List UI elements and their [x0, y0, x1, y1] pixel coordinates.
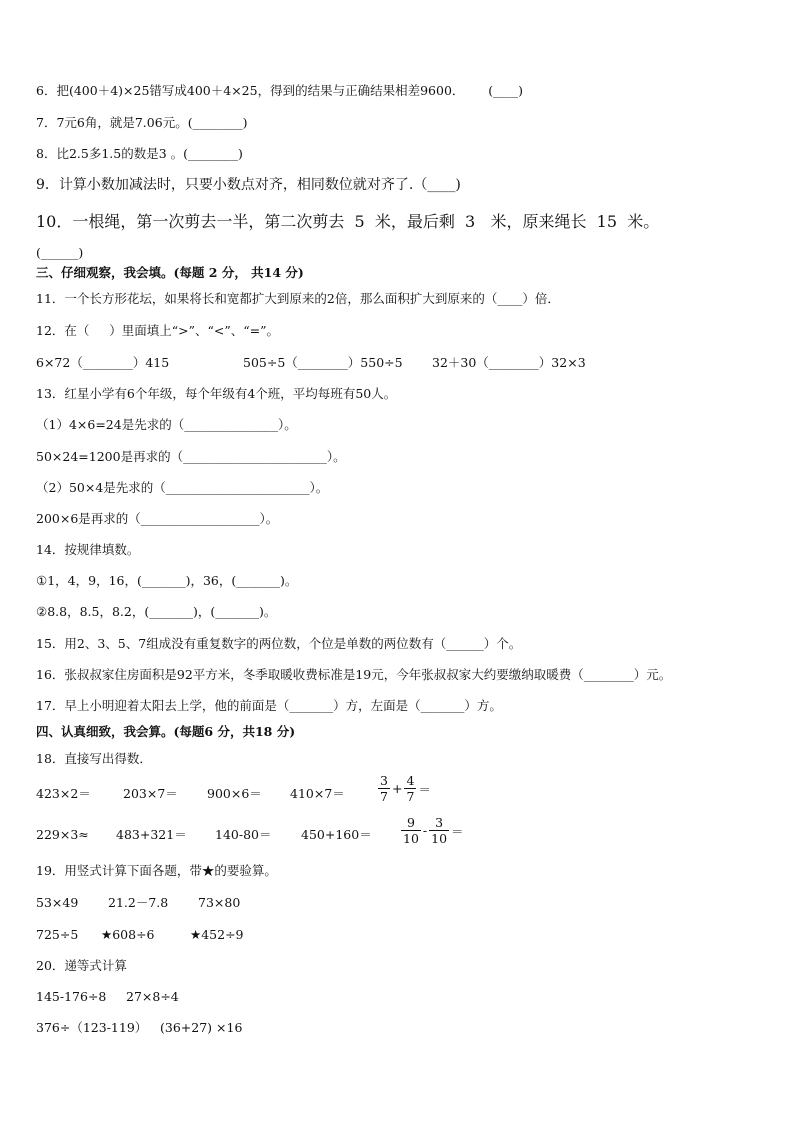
question-13-part-1b: 50×24=1200是再求的（_______________________）。 — [36, 449, 346, 464]
question-11: 11．一个长方形花坛，如果将长和宽都扩大到原来的2倍，那么面积扩大到原来的（____）倍． — [36, 291, 560, 306]
fraction-operator: + — [391, 781, 403, 796]
fraction-equals: ＝ — [418, 781, 431, 797]
q20-row2-item-2: (36+27) ×16 — [160, 1020, 243, 1035]
question-15: 15．用2、3、5、7组成没有重复数字的两位数，个位是单数的两位数有（______）个。 — [36, 636, 522, 651]
question-18: 18．直接写出得数． — [36, 751, 152, 766]
question-16: 16．张叔叔家住房面积是92平方米，冬季取暖收费标准是19元，今年张叔叔家大约要缴纳取暖费（________）元。 — [36, 667, 672, 682]
q18-row1-item-4: 410×7＝ — [290, 786, 345, 801]
question-12: 12．在（ ）里面填上“>”、“<”、“=”。 — [36, 323, 280, 338]
question-17: 17．早上小明迎着太阳去上学，他的前面是（_______）方，左面是（_______）方。 — [36, 698, 502, 713]
q18-row1-item-1: 423×2＝ — [36, 786, 91, 801]
question-14-part-2: ②8.8，8.5，8.2，(_______)，(_______)。 — [36, 604, 277, 619]
fraction-operator: - — [422, 823, 428, 838]
question-12-item-1: 6×72（________）415 — [36, 355, 170, 370]
q19-row2-item-1: 725÷5 — [36, 927, 79, 942]
question-19: 19．用竖式计算下面各题，带★的要验算。 — [36, 863, 277, 878]
section-4-title: 四、认真细致，我会算。(每题6 分，共18 分) — [36, 724, 296, 739]
q19-row1-item-2: 21.2－7.8 — [108, 895, 169, 910]
q19-row2-item-3: ★452÷9 — [190, 927, 244, 942]
question-14-part-1: ①1，4，9，16，(_______)，36，(_______)。 — [36, 573, 298, 588]
question-12-item-3: 32＋30（________）32×3 — [432, 355, 586, 370]
q18-row2-item-3: 140-80＝ — [215, 827, 272, 842]
question-20: 20．递等式计算 — [36, 958, 127, 973]
question-9: 9．计算小数加减法时，只要小数点对齐，相同数位就对齐了.（____) — [36, 177, 461, 193]
q19-row1-item-1: 53×49 — [36, 895, 79, 910]
q19-row2-item-2: ★608÷6 — [101, 927, 155, 942]
question-13: 13．红星小学有6个年级，每个年级有4个班，平均每班有50人。 — [36, 386, 397, 401]
q20-row1-item-1: 145-176÷8 — [36, 989, 107, 1004]
q18-row1-item-3: 900×6＝ — [207, 786, 262, 801]
fraction-a: 9 10 — [403, 815, 419, 846]
q20-row1-item-2: 27×8÷4 — [126, 989, 179, 1004]
q18-row2-item-2: 483+321＝ — [116, 827, 187, 842]
question-12-item-2: 505÷5（________）550÷5 — [243, 355, 403, 370]
q18-row1-item-2: 203×7＝ — [123, 786, 178, 801]
fraction-equals: ＝ — [451, 823, 464, 839]
q18-fraction-1 — [377, 773, 432, 804]
q20-row2-item-1: 376÷（123-119） — [36, 1020, 148, 1035]
question-7: 7．7元6角，就是7.06元。(________) — [36, 115, 248, 130]
q18-row2-item-4: 450+160＝ — [301, 827, 372, 842]
question-8: 8．比2.5多1.5的数是3 。(________) — [36, 146, 243, 161]
question-10: 10．一根绳，第一次剪去一半，第二次剪去 5 米，最后剩 3 米，原来绳长 15 米。 — [36, 212, 660, 231]
fraction-b: $\frac{4}{7}$ — [406, 773, 415, 804]
question-13-part-2b: 200×6是再求的（___________________）。 — [36, 511, 279, 526]
question-13-part-2a: （2）50×4是先求的（_______________________）。 — [36, 480, 329, 495]
fraction-a: 3 7 — [380, 773, 388, 804]
fraction-b: 3 10 — [431, 815, 448, 846]
question-10-blank: (______) — [36, 245, 84, 260]
question-14: 14．按规律填数。 — [36, 542, 140, 557]
q18-row2-item-1: 229×3≈ — [36, 827, 89, 842]
section-3-title: 三、仔细观察，我会填。(每题 2 分， 共14 分) — [36, 265, 304, 280]
question-6: 6．把(400＋4)×25错写成400＋4×25，得到的结果与正确结果相差9600． (____) — [36, 83, 523, 98]
q19-row1-item-3: 73×80 — [198, 895, 241, 910]
question-13-part-1a: （1）4×6=24是先求的（_______________）。 — [36, 417, 297, 432]
q18-fraction-2 — [400, 815, 465, 846]
